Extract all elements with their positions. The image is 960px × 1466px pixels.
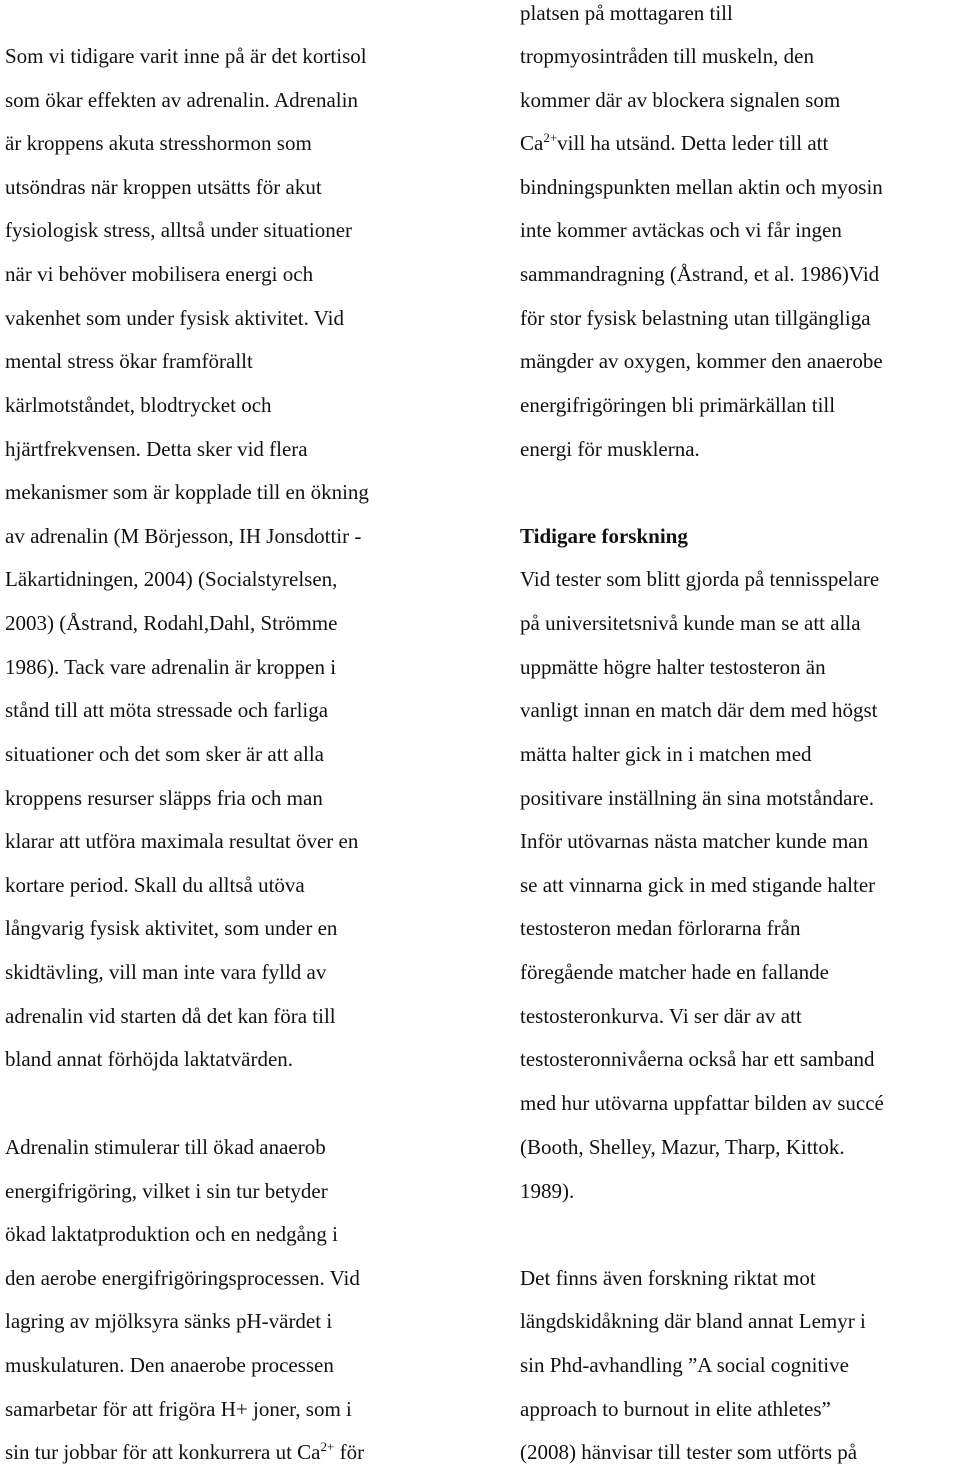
text-line: av adrenalin (M Börjesson, IH Jonsdottir - — [5, 524, 362, 548]
text-line — [520, 130, 828, 156]
text-line: energifrigöring, vilket i sin tur betyder — [5, 1179, 328, 1203]
text-line: energi för musklerna. — [520, 437, 700, 461]
text-fragment: Ca — [520, 131, 544, 155]
text-line: mängder av oxygen, kommer den anaerobe — [520, 349, 883, 373]
text-line: mätta halter gick in i matchen med — [520, 742, 812, 766]
text-line: uppmätte högre halter testosteron än — [520, 655, 826, 679]
text-fragment: sin tur jobbar för att konkurrera ut Ca — [5, 1440, 321, 1464]
text-line: den aerobe energifrigöringsprocessen. Vid — [5, 1266, 360, 1290]
text-line: som ökar effekten av adrenalin. Adrenalin — [5, 88, 358, 112]
text-line: testosteronnivåerna också har ett samband — [520, 1047, 875, 1071]
text-line: Adrenalin stimulerar till ökad anaerob — [5, 1135, 326, 1159]
text-line: positivare inställning än sina motståndare. — [520, 786, 875, 810]
text-line: bland annat förhöjda laktatvärden. — [5, 1047, 294, 1071]
text-line: ökad laktatproduktion och en nedgång i — [5, 1222, 338, 1246]
text-line: fysiologisk stress, alltså under situationer — [5, 218, 353, 242]
text-line: för stor fysisk belastning utan tillgängliga — [520, 306, 871, 330]
text-line: Läkartidningen, 2004) (Socialstyrelsen, — [5, 567, 338, 591]
text-line: Inför utövarnas nästa matcher kunde man — [520, 829, 869, 853]
text-line: när vi behöver mobilisera energi och — [5, 262, 314, 286]
text-line: hjärtfrekvensen. Detta sker vid flera — [5, 437, 308, 461]
text-line: skidtävling, vill man inte vara fylld av — [5, 960, 327, 984]
text-line: mekanismer som är kopplade till en ökning — [5, 480, 369, 504]
text-line: klarar att utföra maximala resultat över en — [5, 829, 359, 853]
text-line: testosteron medan förlorarna från — [520, 916, 801, 940]
superscript: 2+ — [320, 1439, 335, 1454]
text-line: vanligt innan en match där dem med högst — [520, 698, 878, 722]
text-line: adrenalin vid starten då det kan föra till — [5, 1004, 336, 1028]
text-line: Det finns även forskning riktat mot — [520, 1266, 816, 1290]
text-line: stånd till att möta stressade och farliga — [5, 698, 329, 722]
text-line: situationer och det som sker är att alla — [5, 742, 324, 766]
text-line: på universitetsnivå kunde man se att alla — [520, 611, 861, 635]
text-line: vakenhet som under fysisk aktivitet. Vid — [5, 306, 344, 330]
text-line: utsöndras när kroppen utsätts för akut — [5, 175, 322, 199]
text-line: längdskidåkning där bland annat Lemyr i — [520, 1309, 866, 1333]
text-fragment: vill ha utsänd. Detta leder till att — [557, 131, 829, 155]
text-fragment: för — [334, 1440, 365, 1464]
text-line: testosteronkurva. Vi ser där av att — [520, 1004, 802, 1028]
text-line: approach to burnout in elite athletes” — [520, 1397, 831, 1421]
text-line: lagring av mjölksyra sänks pH-värdet i — [5, 1309, 333, 1333]
text-line: bindningspunkten mellan aktin och myosin — [520, 175, 883, 199]
text-line: sammandragning (Åstrand, et al. 1986)Vid — [520, 262, 880, 286]
text-line — [5, 1439, 364, 1465]
text-line: mental stress ökar framförallt — [5, 349, 253, 373]
text-line: inte kommer avtäckas och vi får ingen — [520, 218, 842, 242]
text-line: Vid tester som blitt gjorda på tennisspelare — [520, 567, 880, 591]
superscript: 2+ — [543, 130, 558, 145]
text-line: kommer där av blockera signalen som — [520, 88, 841, 112]
section-heading: Tidigare forskning — [520, 524, 688, 548]
text-line: 1986). Tack vare adrenalin är kroppen i — [5, 655, 337, 679]
text-line: se att vinnarna gick in med stigande halter — [520, 873, 876, 897]
text-line: med hur utövarna uppfattar bilden av succé — [520, 1091, 884, 1115]
text-line: energifrigöringen bli primärkällan till — [520, 393, 836, 417]
text-line: (Booth, Shelley, Mazur, Tharp, Kittok. — [520, 1135, 845, 1159]
text-line: samarbetar för att frigöra H+ joner, som i — [5, 1397, 352, 1421]
text-line: 1989). — [520, 1179, 575, 1203]
text-line: långvarig fysisk aktivitet, som under en — [5, 916, 338, 940]
text-line: kroppens resurser släpps fria och man — [5, 786, 323, 810]
text-line: är kroppens akuta stresshormon som — [5, 131, 312, 155]
text-line: platsen på mottagaren till — [520, 1, 733, 25]
text-line: Som vi tidigare varit inne på är det kortisol — [5, 44, 367, 68]
text-line: sin Phd-avhandling ”A social cognitive — [520, 1353, 849, 1377]
text-line: (2008) hänvisar till tester som utförts på — [520, 1440, 858, 1464]
text-line: tropmyosintråden till muskeln, den — [520, 44, 814, 68]
text-line: föregående matcher hade en fallande — [520, 960, 829, 984]
text-line: kortare period. Skall du alltså utöva — [5, 873, 305, 897]
text-line: muskulaturen. Den anaerobe processen — [5, 1353, 334, 1377]
text-line: 2003) (Åstrand, Rodahl,Dahl, Strömme — [5, 611, 338, 635]
text-line: kärlmotståndet, blodtrycket och — [5, 393, 272, 417]
